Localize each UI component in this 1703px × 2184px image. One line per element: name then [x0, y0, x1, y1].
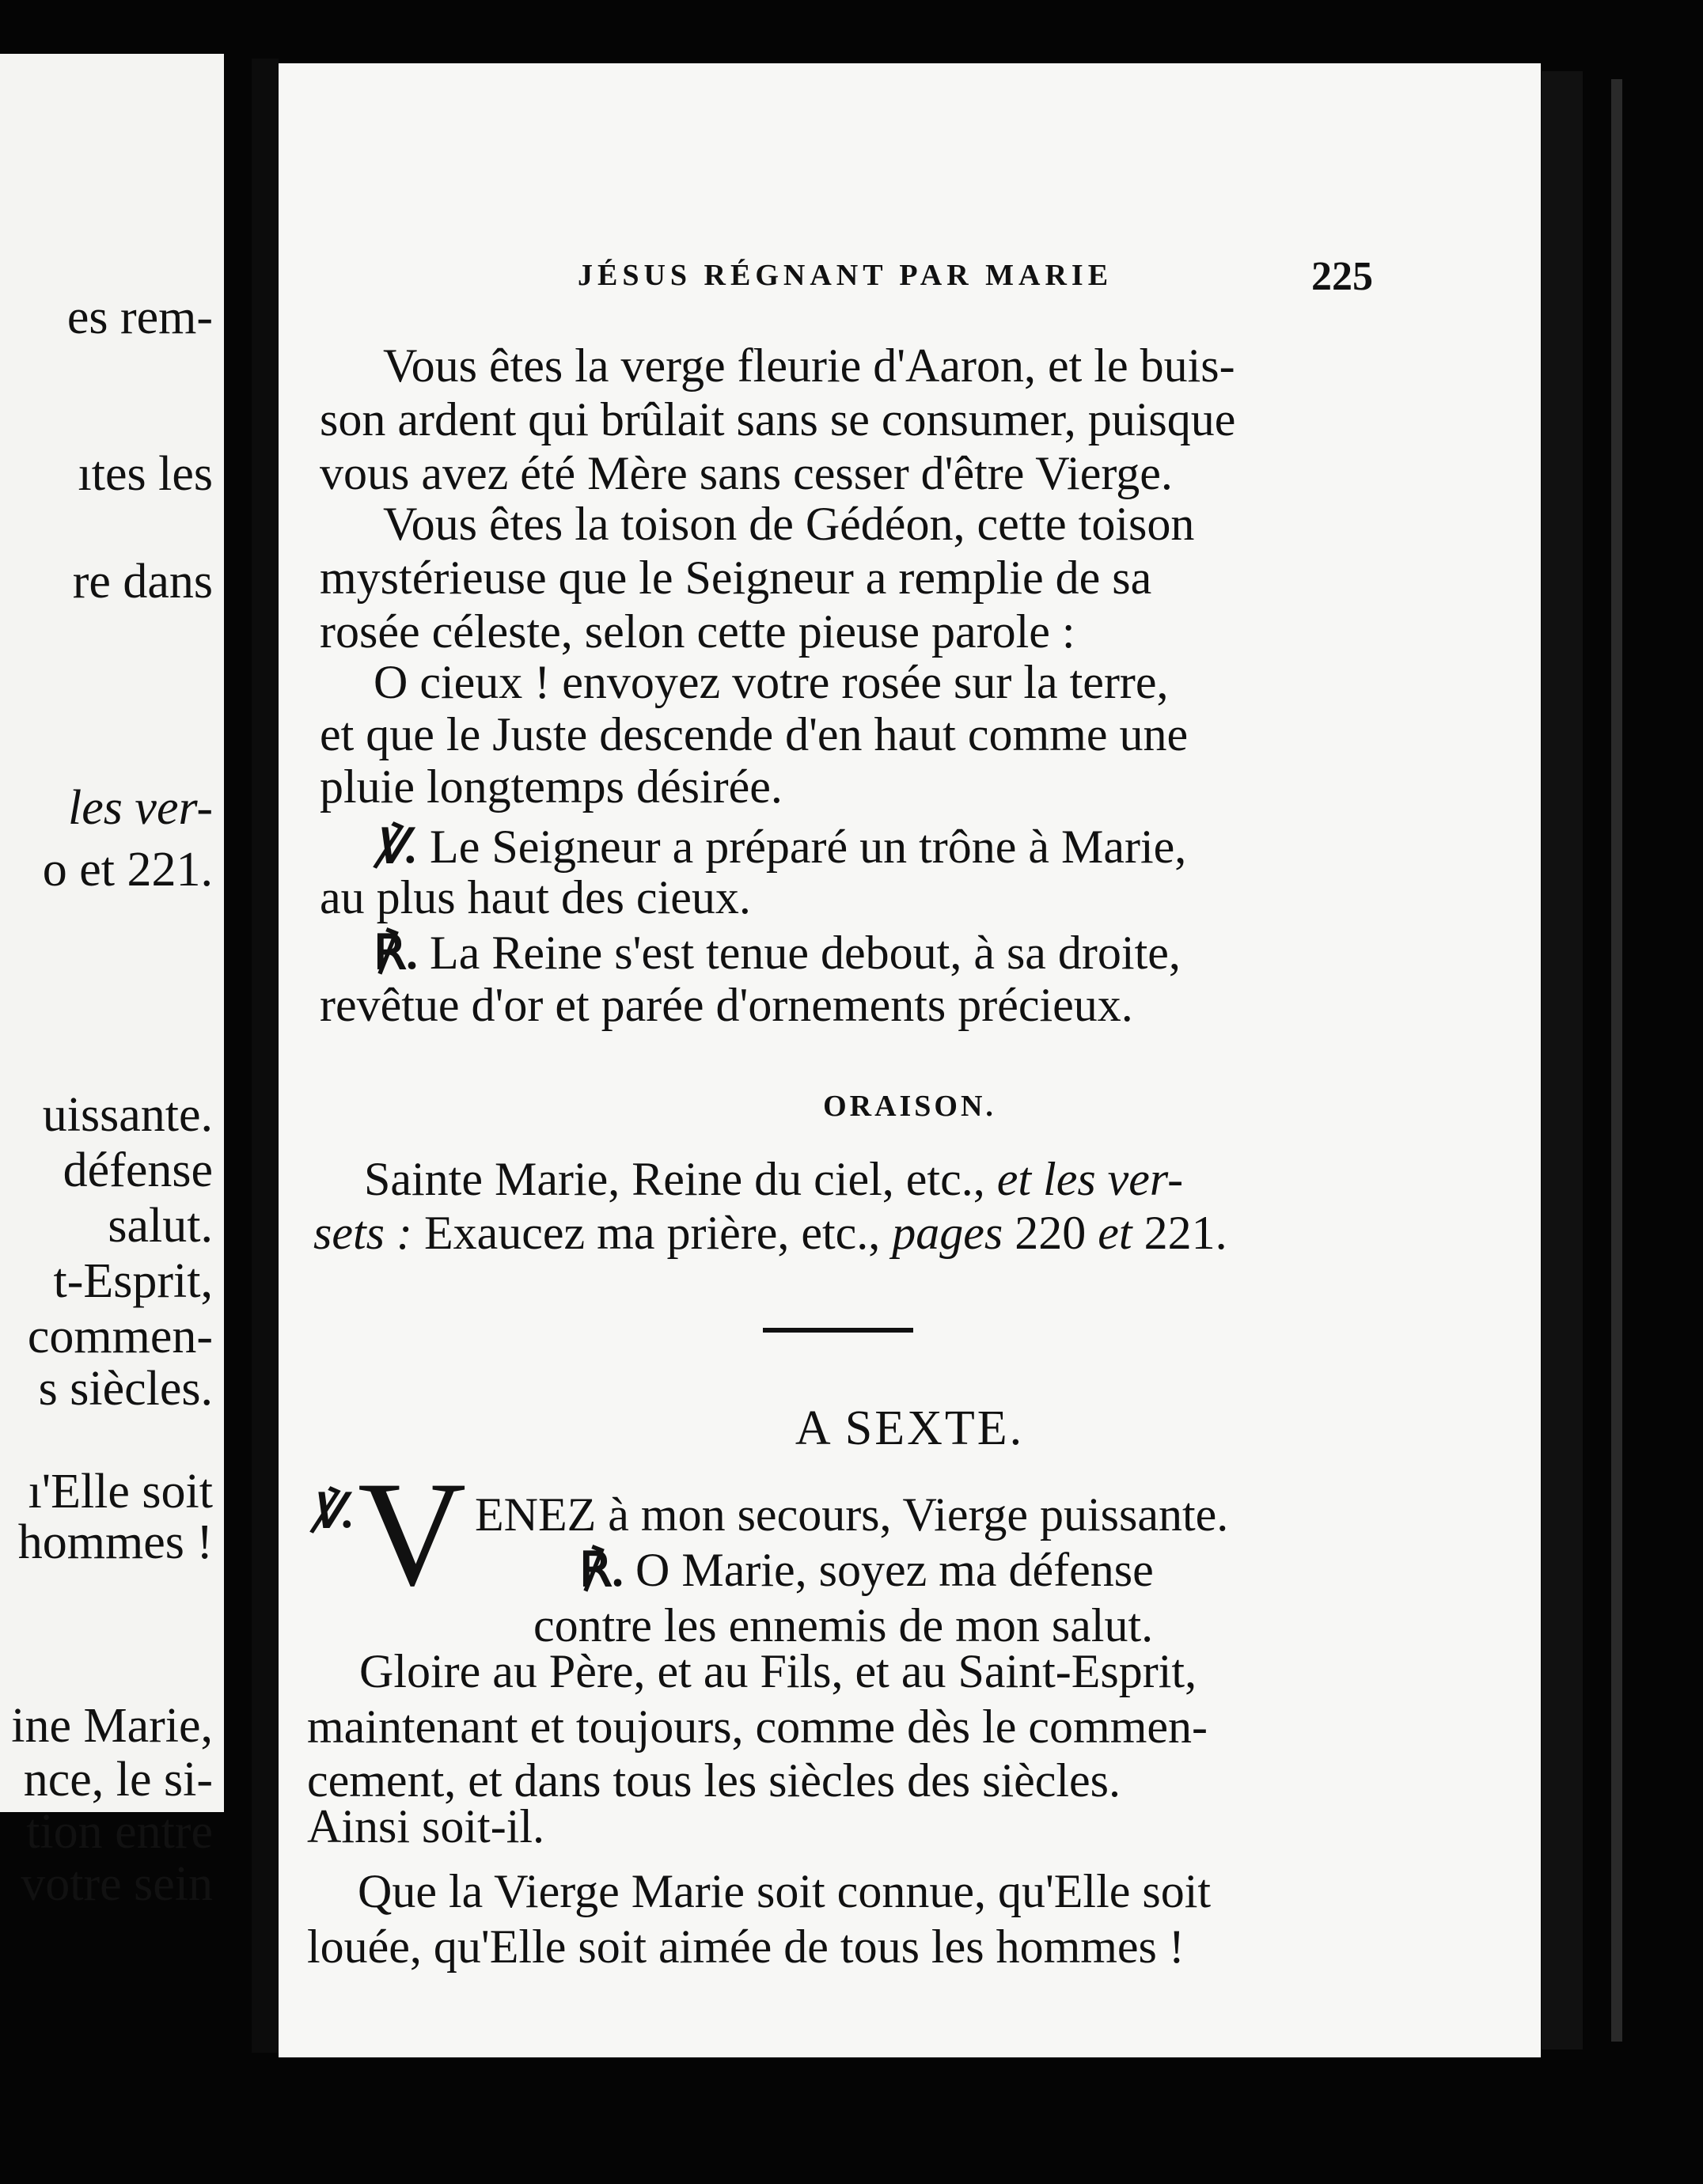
text-line: rosée céleste, selon cette pieuse parole : [320, 605, 1075, 658]
drop-cap: V [358, 1451, 467, 1617]
text-line: cement, et dans tous les siècles des siècles. [307, 1754, 1121, 1807]
facing-text-line: o et 221. [42, 843, 213, 897]
response-mark: ℟. [374, 927, 419, 979]
response-text: La Reine s'est tenue debout, à sa droite, [430, 927, 1181, 979]
facing-text-line: uissante. [42, 1088, 213, 1142]
text-line: louée, qu'Elle soit aimée de tous les hommes ! [307, 1920, 1185, 1973]
response-text: O Marie, soyez ma défense [635, 1544, 1154, 1596]
oraison-line: sets : Exaucez ma prière, etc., pages 220 et 221. [313, 1207, 1227, 1259]
response-line [374, 927, 1458, 979]
facing-text-line: nce, le si- [23, 1753, 213, 1807]
facing-text-line: s siècles. [38, 1362, 213, 1416]
text-line: mystérieuse que le Seigneur a remplie de sa [320, 552, 1152, 604]
facing-text-line: hommes ! [17, 1515, 213, 1569]
facing-text-line: ı'Elle soit [28, 1465, 213, 1519]
text-line: ENEZ à mon secours, Vierge puissante. [475, 1488, 1229, 1541]
book-gutter [252, 59, 279, 2053]
text-line: vous avez été Mère sans cesser d'être Vierge. [320, 447, 1173, 499]
facing-text-line: ine Marie, [11, 1699, 213, 1753]
facing-text-line: re dans [72, 555, 213, 609]
section-heading: A SEXTE. [795, 1401, 1025, 1455]
running-head [279, 195, 1541, 299]
facing-page [0, 54, 224, 1911]
text-line: pluie longtemps désirée. [320, 760, 783, 813]
facing-text-line: es rem- [66, 290, 213, 344]
facing-text-line: ıtes les [78, 447, 213, 501]
text-line: Vous êtes la verge fleurie d'Aaron, et le buis- [383, 339, 1235, 392]
facing-text-line: votre sein [21, 1857, 213, 1911]
text-line: Vous êtes la toison de Gédéon, cette toison [383, 498, 1195, 550]
versicle-mark: ℣. [374, 821, 419, 873]
facing-text-line: t-Esprit, [53, 1254, 213, 1308]
facing-text-line: tion entre [26, 1805, 213, 1859]
book-edge [1542, 71, 1583, 2049]
text-line: contre les ennemis de mon salut. [533, 1599, 1154, 1651]
versicle-line [374, 821, 1458, 873]
text-line: son ardent qui brûlait sans se consumer, puisque [320, 393, 1236, 446]
facing-text-line: salut. [108, 1199, 213, 1253]
text-line: Gloire au Père, et au Fils, et au Saint-Esprit, [359, 1645, 1197, 1697]
text-line: Ainsi soit-il. [307, 1800, 545, 1852]
versicle-mark: ℣. [310, 1485, 355, 1538]
text-line: O cieux ! envoyez votre rosée sur la terre, [374, 656, 1169, 708]
book-page [279, 63, 1541, 2057]
facing-text-line: défense [63, 1143, 213, 1197]
page-edge-shadow [1611, 79, 1622, 2042]
response-mark: ℟. [579, 1544, 624, 1596]
response-line [579, 1546, 1663, 1594]
page-number: 225 [1311, 254, 1373, 299]
text-line: Que la Vierge Marie soit connue, qu'Elle soit [358, 1865, 1212, 1917]
text-line: revêtue d'or et parée d'ornements précieux. [320, 979, 1133, 1031]
text-line: maintenant et toujours, comme dès le commen- [307, 1701, 1208, 1753]
text-line: et que le Juste descende d'en haut comme une [320, 708, 1189, 760]
section-heading: ORAISON. [823, 1090, 996, 1123]
facing-text-line: les ver- [68, 781, 213, 835]
text-line: au plus haut des cieux. [320, 871, 751, 923]
oraison-line: Sainte Marie, Reine du ciel, etc., et les ver- [364, 1153, 1184, 1205]
facing-text-line: commen- [27, 1310, 213, 1363]
running-title: JÉSUS RÉGNANT PAR MARIE [578, 259, 1113, 292]
versicle-text: Le Seigneur a préparé un trône à Marie, [430, 821, 1187, 873]
section-divider [763, 1328, 913, 1333]
